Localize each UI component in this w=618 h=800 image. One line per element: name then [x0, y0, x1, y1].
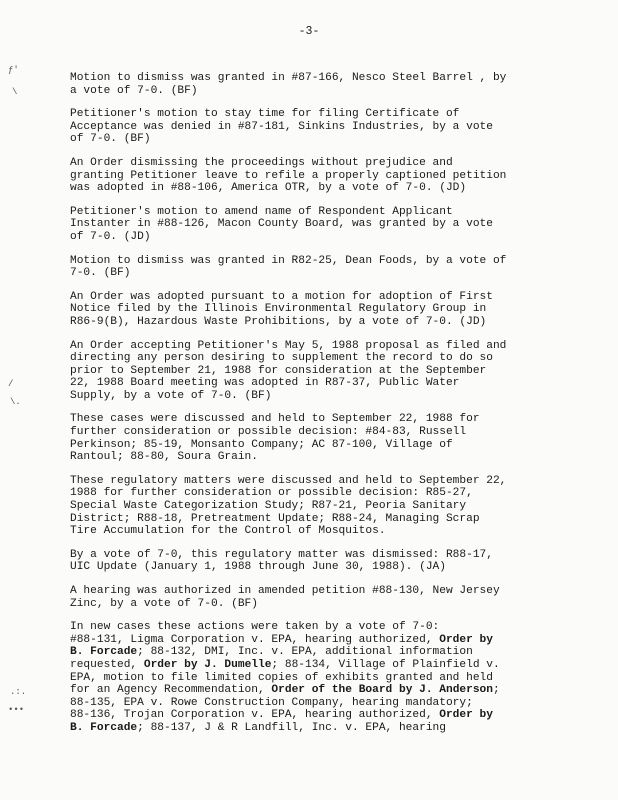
page-number: -3- — [298, 25, 320, 38]
margin-mark: .:. — [10, 687, 27, 697]
paragraph: These regulatory matters were discussed and held to September 22, 1988 for further consideration or possible decision: R85-27, Special Waste Categorization Study; R87-21, Peoria Sanitary District; R88-18, Pretreatment Update; R88-24, Managing Scrap Tire Accumulation for the Control of Mosquitos. — [70, 474, 507, 538]
text-run: ; 88-135, EPA v. Rowe Construction Company, hearing mandatory; 88-136, Trojan Corporation v. EPA, hearing authorized, — [70, 684, 500, 722]
paragraph: Motion to dismiss was granted in R82-25, Dean Foods, by a vote of 7-0. (BF) — [70, 254, 507, 280]
paragraph: Motion to dismiss was granted in #87-166, Nesco Steel Barrel , by a vote of 7-0. (BF) — [70, 72, 507, 97]
order-signature: Order by B. Forcade — [70, 709, 493, 734]
margin-mark: \ — [12, 87, 18, 97]
margin-mark: \. — [10, 397, 21, 407]
new-cases-paragraph — [70, 621, 550, 734]
margin-mark: ƒ' — [8, 65, 19, 75]
margin-mark: ••• — [8, 705, 25, 715]
paragraph: A hearing was authorized in amended petition #88-130, New Jersey Zinc, by a vote of 7-0. (BF) — [70, 585, 500, 610]
text-run: In new cases these actions were taken by a vote of 7-0: #88-131, Ligma Corporation v. EPA, hearing authorized, — [70, 621, 440, 646]
text-run: ; 88-134, Village of Plainfield v. EPA, motion to file limited copies of exhibits granted and held for an Agency Recommendation, — [70, 658, 500, 697]
paragraph: An Order dismissing the proceedings without prejudice and granting Petitioner leave to refile a properly captioned petition was adopted in #88-106, America OTR, by a vote of 7-0. (JD) — [70, 156, 507, 195]
paragraph: An Order was adopted pursuant to a motion for adoption of First Notice filed by the Illinois Environmental Regulatory Group in R86-9(B), Hazardous Waste Prohibitions, by a vote of 7-0. (JD) — [70, 290, 493, 328]
paragraph: Petitioner's motion to amend name of Respondent Applicant Instanter in #88-126, Macon County Board, was granted by a vote of 7-0. (JD) — [70, 205, 493, 243]
paragraph: Petitioner's motion to stay time for filing Certificate of Acceptance was denied in #87-181, Sinkins Industries, by a vote of 7-0. (BF) — [70, 108, 493, 146]
body-text — [70, 72, 550, 746]
paragraph: These cases were discussed and held to September 22, 1988 for further consideration or possible decision: #84-83, Russell Perkinson; 85-19, Monsanto Company; AC 87-100, Village of Rantoul; 88-80, Soura Grain. — [70, 413, 480, 464]
margin-mark: / — [8, 379, 14, 389]
text-run: ; 88-137, J & R Landfill, Inc. v. EPA, hearing — [137, 721, 446, 734]
order-signature: Order by J. Dumelle — [143, 658, 272, 671]
paragraph: By a vote of 7-0, this regulatory matter was dismissed: R88-17, UIC Update (January 1, 1988 through June 30, 1988). (JA) — [70, 548, 493, 574]
text-run: ; 88-132, DMI, Inc. v. EPA, additional information requested, — [70, 646, 473, 671]
order-signature: Order of the Board by J. Anderson — [271, 684, 493, 697]
order-signature: Order by B. Forcade — [70, 633, 493, 659]
paragraph: An Order accepting Petitioner's May 5, 1988 proposal as filed and directing any person desiring to supplement the record to do so prior to September 21, 1988 for consideration at the September 22, 1988 Board meeting was adopted in R87-37, Public Water Supply, by a vote of 7-0. (BF) — [70, 339, 507, 402]
